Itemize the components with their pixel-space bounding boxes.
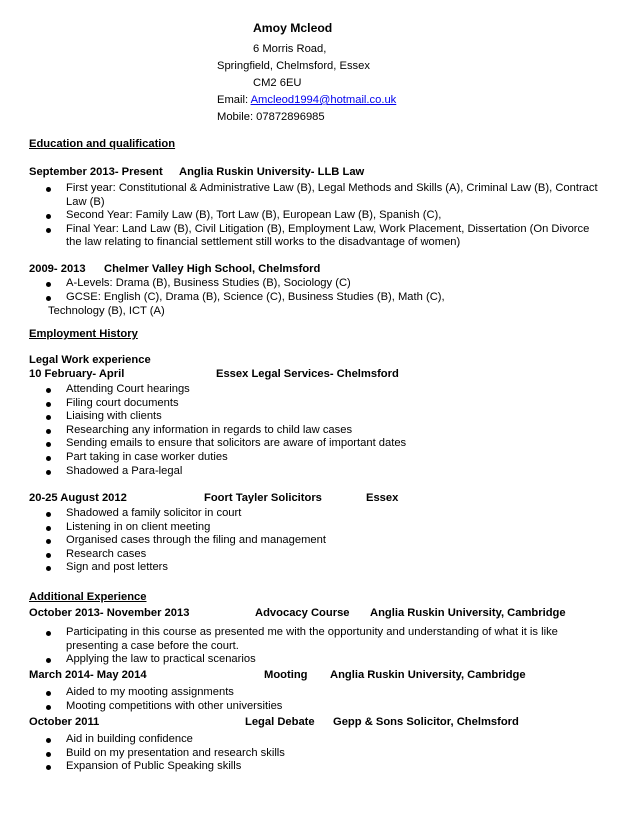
list-item: Listening in on client meeting (0, 521, 600, 535)
university-name: Anglia Ruskin University- LLB Law (179, 166, 365, 178)
list-item: Attending Court hearings (0, 383, 600, 397)
email-link[interactable]: Amcleod1994@hotmail.co.uk (250, 94, 397, 106)
mobile-line: Mobile: 07872896985 (217, 111, 325, 123)
bullet-icon (46, 402, 51, 407)
bullet-icon (46, 631, 51, 636)
school-continuation: Technology (B), ICT (A) (48, 305, 165, 317)
exp1-organisation: Anglia Ruskin University, Cambridge (370, 607, 566, 619)
exp2-organisation: Anglia Ruskin University, Cambridge (330, 669, 526, 681)
legal-work-subheading: Legal Work experience (29, 354, 151, 366)
list-item: Expansion of Public Speaking skills (0, 760, 600, 774)
list-item: Research cases (0, 548, 600, 562)
bullet-icon (46, 228, 51, 233)
list-item: Sending emails to ensure that solicitors are aware of important dates (0, 437, 600, 451)
list-item: Aid in building confidence (0, 733, 600, 747)
list-item: Final Year: Land Law (B), Civil Litigation (B), Employment Law, Work Placement, Dissertation (On Divorce the law relating to financial settlement still works to the disadvantage of women) (0, 223, 600, 250)
email-label: Email: (217, 94, 251, 106)
bullet-icon (46, 752, 51, 757)
university-date: September 2013- Present (29, 166, 163, 178)
school-qualifications-list (0, 277, 600, 304)
list-item: Mooting competitions with other universities (0, 700, 600, 714)
list-item: Aided to my mooting assignments (0, 686, 600, 700)
list-item: Shadowed a Para-legal (0, 465, 600, 479)
school-date: 2009- 2013 (29, 263, 86, 275)
employment-heading: Employment History (29, 328, 138, 340)
bullet-icon (46, 738, 51, 743)
bullet-icon (46, 456, 51, 461)
postcode: CM2 6EU (253, 77, 302, 89)
exp2-details-list (0, 686, 600, 713)
bullet-icon (46, 553, 51, 558)
list-item: Organised cases through the filing and management (0, 534, 600, 548)
bullet-icon (46, 765, 51, 770)
list-item: Second Year: Family Law (B), Tort Law (B), European Law (B), Spanish (C), (0, 209, 600, 223)
address-line-1: 6 Morris Road, (253, 43, 327, 55)
list-item: Applying the law to practical scenarios (0, 653, 590, 667)
list-item: Filing court documents (0, 397, 600, 411)
list-item: Part taking in case worker duties (0, 451, 600, 465)
list-item: First year: Constitutional & Administrative Law (B), Legal Methods and Skills (A), Criminal Law (B), Contract Law (B) (0, 182, 600, 209)
bullet-icon (46, 539, 51, 544)
bullet-icon (46, 296, 51, 301)
exp3-details-list (0, 733, 600, 774)
email-line (217, 94, 396, 108)
bullet-icon (46, 187, 51, 192)
list-item: Build on my presentation and research skills (0, 747, 600, 761)
job1-employer: Essex Legal Services- Chelmsford (216, 368, 399, 380)
bullet-icon (46, 566, 51, 571)
list-item: A-Levels: Drama (B), Business Studies (B), Sociology (C) (0, 277, 600, 291)
exp2-date: March 2014- May 2014 (29, 669, 147, 681)
exp3-date: October 2011 (29, 716, 100, 728)
bullet-icon (46, 658, 51, 663)
job1-duties-list (0, 383, 600, 478)
additional-heading: Additional Experience (29, 591, 147, 603)
bullet-icon (46, 214, 51, 219)
bullet-icon (46, 512, 51, 517)
list-item: Participating in this course as presented me with the opportunity and understanding of what it is like presenting a case before the court. (0, 626, 590, 653)
bullet-icon (46, 526, 51, 531)
exp2-activity: Mooting (264, 669, 308, 681)
education-heading: Education and qualification (29, 138, 176, 150)
list-item: Sign and post letters (0, 561, 600, 575)
list-item: Shadowed a family solicitor in court (0, 507, 600, 521)
exp1-activity: Advocacy Course (255, 607, 350, 619)
school-name: Chelmer Valley High School, Chelmsford (104, 263, 321, 275)
job2-location: Essex (366, 492, 399, 504)
job2-employer: Foort Tayler Solicitors (204, 492, 322, 504)
list-item: Liaising with clients (0, 410, 600, 424)
bullet-icon (46, 415, 51, 420)
bullet-icon (46, 705, 51, 710)
exp3-activity: Legal Debate (245, 716, 315, 728)
bullet-icon (46, 388, 51, 393)
bullet-icon (46, 442, 51, 447)
bullet-icon (46, 470, 51, 475)
candidate-name: Amoy Mcleod (253, 21, 333, 35)
university-modules-list (0, 182, 600, 250)
address-line-2: Springfield, Chelmsford, Essex (217, 60, 370, 72)
exp1-date: October 2013- November 2013 (29, 607, 190, 619)
bullet-icon (46, 429, 51, 434)
job2-date: 20-25 August 2012 (29, 492, 127, 504)
bullet-icon (46, 282, 51, 287)
exp1-details-list (0, 626, 590, 667)
exp3-organisation: Gepp & Sons Solicitor, Chelmsford (333, 716, 519, 728)
list-item: GCSE: English (C), Drama (B), Science (C), Business Studies (B), Math (C), (0, 291, 600, 305)
list-item: Researching any information in regards to child law cases (0, 424, 600, 438)
job1-date: 10 February- April (29, 368, 125, 380)
job2-duties-list (0, 507, 600, 575)
bullet-icon (46, 691, 51, 696)
